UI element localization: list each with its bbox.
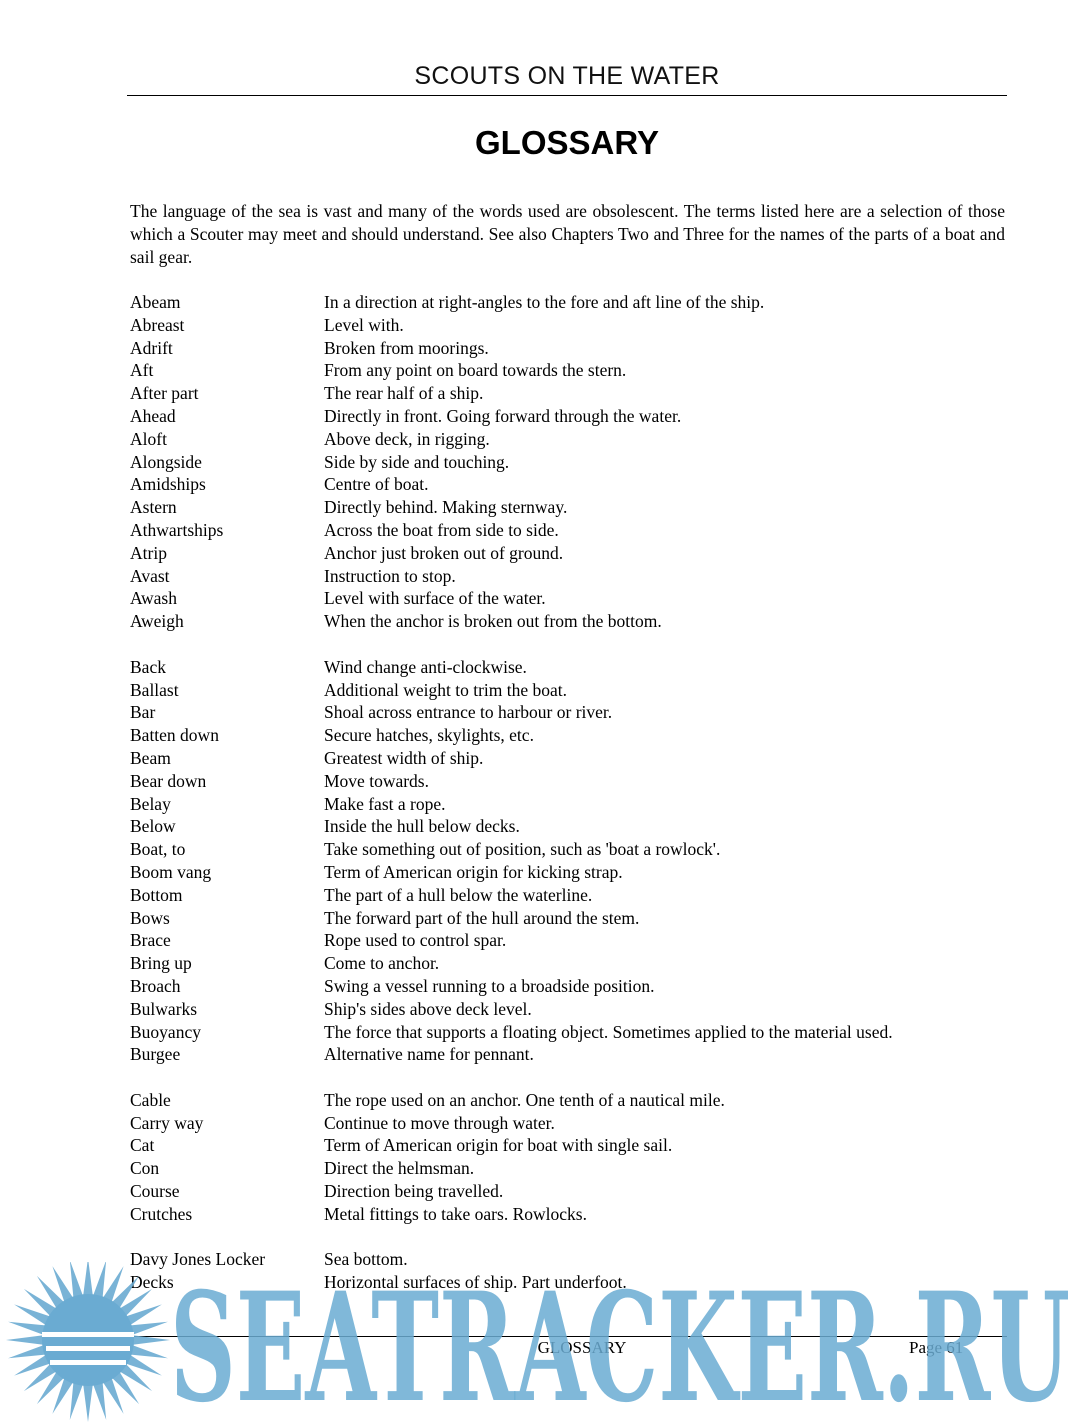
glossary-definition: Term of American origin for boat with single sail. [324,1135,673,1156]
glossary-entry [130,1180,1005,1203]
footer-page-number: Page 61 [909,1338,964,1357]
glossary-term: Cat [130,1135,155,1156]
glossary-entry [130,473,1005,496]
glossary-definition: Make fast a rope. [324,793,446,814]
glossary-definition: Sea bottom. [324,1249,408,1270]
glossary-term: Cable [130,1089,171,1110]
glossary-term: Amidships [130,474,206,495]
glossary-entry [130,496,1005,519]
glossary-term: Awash [130,588,177,609]
glossary-entry [130,542,1005,565]
glossary-entry [130,1021,1005,1044]
glossary-section-a [130,291,1005,633]
glossary-definition: Continue to move through water. [324,1112,555,1133]
glossary-term: Burgee [130,1044,181,1065]
glossary-term: Aft [130,360,154,381]
glossary-term: Carry way [130,1112,204,1133]
glossary-definition: Inside the hull below decks. [324,816,520,837]
glossary-definition: Level with surface of the water. [324,588,546,609]
glossary-entry [130,747,1005,770]
glossary-section-c [130,1089,1005,1226]
glossary-definition: Direction being travelled. [324,1181,504,1202]
glossary-term: Athwartships [130,519,224,540]
glossary-definition: The rear half of a ship. [324,383,484,404]
glossary-term: Buoyancy [130,1021,201,1042]
glossary-definition: Level with. [324,314,404,335]
glossary-definition: The rope used on an anchor. One tenth of a nautical mile. [324,1089,725,1110]
glossary-term: Brace [130,930,171,951]
glossary-term: Beam [130,747,171,768]
glossary-definition: Take something out of position, such as 'boat a rowlock'. [324,839,721,860]
glossary-term: Batten down [130,725,219,746]
glossary-entry [130,1134,1005,1157]
glossary-definition: Move towards. [324,770,429,791]
glossary-entry [130,998,1005,1021]
glossary-entry [130,1157,1005,1180]
glossary-entry [130,793,1005,816]
glossary-entry [130,929,1005,952]
glossary-definition: Centre of boat. [324,474,429,495]
glossary-term: Bear down [130,770,207,791]
glossary-definition: Horizontal surfaces of ship. Part underfoot. [324,1272,627,1293]
glossary-entry [130,314,1005,337]
glossary-term: Abreast [130,314,185,335]
glossary-term: Davy Jones Locker [130,1249,266,1270]
glossary-definition: From any point on board towards the stern. [324,360,627,381]
glossary-term: Adrift [130,337,173,358]
glossary-entry [130,587,1005,610]
glossary-definition: Rope used to control spar. [324,930,507,951]
glossary-definition: Metal fittings to take oars. Rowlocks. [324,1203,587,1224]
glossary-list [130,291,1005,1317]
glossary-definition: In a direction at right-angles to the fore and aft line of the ship. [324,292,765,312]
watermark-label: SEATRACKER.RU [170,1288,1070,1412]
glossary-entry [130,770,1005,793]
glossary-definition: Ship's sides above deck level. [324,998,532,1019]
glossary-definition: Wind change anti-clockwise. [324,656,527,677]
glossary-entry [130,1089,1005,1112]
glossary-term: Below [130,816,176,837]
glossary-definition: Secure hatches, skylights, etc. [324,725,534,746]
glossary-entry [130,451,1005,474]
glossary-entry [130,861,1005,884]
glossary-definition: Direct the helmsman. [324,1158,475,1179]
glossary-term: Aweigh [130,611,184,632]
glossary-definition: Come to anchor. [324,953,440,974]
glossary-entry [130,656,1005,679]
glossary-entry [130,610,1005,633]
glossary-definition: Alternative name for pennant. [324,1044,534,1065]
glossary-entry [130,359,1005,382]
glossary-entry [130,1043,1005,1066]
glossary-term: Ahead [130,405,176,426]
glossary-entry [130,907,1005,930]
glossary-definition: The forward part of the hull around the stem. [324,907,640,928]
glossary-term: Bottom [130,884,183,905]
glossary-entry [130,884,1005,907]
header-rule [127,95,1007,96]
glossary-entry [130,337,1005,360]
glossary-term: Atrip [130,542,167,563]
glossary-entry [130,952,1005,975]
watermark-text [170,1288,1075,1412]
glossary-term: Bulwarks [130,998,198,1019]
glossary-term: Alongside [130,451,202,472]
glossary-term: Bows [130,907,170,928]
glossary-term: Crutches [130,1203,193,1224]
glossary-definition: Directly in front. Going forward through the water. [324,405,682,426]
glossary-term: Decks [130,1272,174,1293]
running-header: SCOUTS ON THE WATER [414,62,720,90]
glossary-entry [130,291,1005,314]
glossary-entry [130,838,1005,861]
glossary-entry [130,679,1005,702]
glossary-definition: Term of American origin for kicking strap. [324,861,623,882]
glossary-term: Abeam [130,292,181,312]
glossary-entry [130,975,1005,998]
glossary-entry [130,519,1005,542]
glossary-definition: Additional weight to trim the boat. [324,679,568,700]
glossary-term: Belay [130,793,171,814]
glossary-definition: Side by side and touching. [324,451,510,472]
glossary-term: Bar [130,702,156,723]
glossary-entry [130,1112,1005,1135]
glossary-definition: The force that supports a floating object. Sometimes applied to the material used. [324,1021,893,1042]
glossary-term: Aloft [130,428,167,449]
page-title: GLOSSARY [475,124,659,161]
glossary-term: After part [130,383,199,404]
glossary-entry [130,405,1005,428]
glossary-entry [130,701,1005,724]
glossary-entry [130,1203,1005,1226]
glossary-definition: Swing a vessel running to a broadside position. [324,975,655,996]
glossary-term: Astern [130,497,177,518]
glossary-term: Con [130,1158,160,1179]
glossary-entry [130,565,1005,588]
intro-paragraph: The language of the sea is vast and many of the words used are obsolescent. The terms listed here are a selection of those which a Scouter may meet and should understand. See also Chapters Two and Three for the names of the parts of a boat and sail gear. [130,201,1005,267]
glossary-definition: Instruction to stop. [324,565,456,586]
glossary-entry [130,1248,1005,1271]
glossary-definition: Across the boat from side to side. [324,519,559,540]
glossary-section-b [130,656,1005,1066]
glossary-definition: When the anchor is broken out from the bottom. [324,611,662,632]
glossary-entry [130,382,1005,405]
glossary-definition: Shoal across entrance to harbour or river. [324,702,613,723]
glossary-entry [130,724,1005,747]
glossary-definition: Directly behind. Making sternway. [324,497,568,518]
glossary-entry [130,428,1005,451]
glossary-term: Boom vang [130,861,212,882]
glossary-definition: Greatest width of ship. [324,747,484,768]
glossary-entry [130,815,1005,838]
footer-section-title: GLOSSARY [537,1338,627,1357]
glossary-definition: Above deck, in rigging. [324,428,490,449]
glossary-term: Course [130,1181,180,1202]
glossary-term: Avast [130,565,170,586]
glossary-definition: Anchor just broken out of ground. [324,542,564,563]
glossary-term: Back [130,656,166,677]
glossary-term: Boat, to [130,839,186,860]
glossary-definition: Broken from moorings. [324,337,489,358]
glossary-term: Ballast [130,679,179,700]
sun-logo-icon [0,1262,170,1425]
glossary-term: Bring up [130,953,192,974]
glossary-term: Broach [130,975,181,996]
glossary-definition: The part of a hull below the waterline. [324,884,593,905]
